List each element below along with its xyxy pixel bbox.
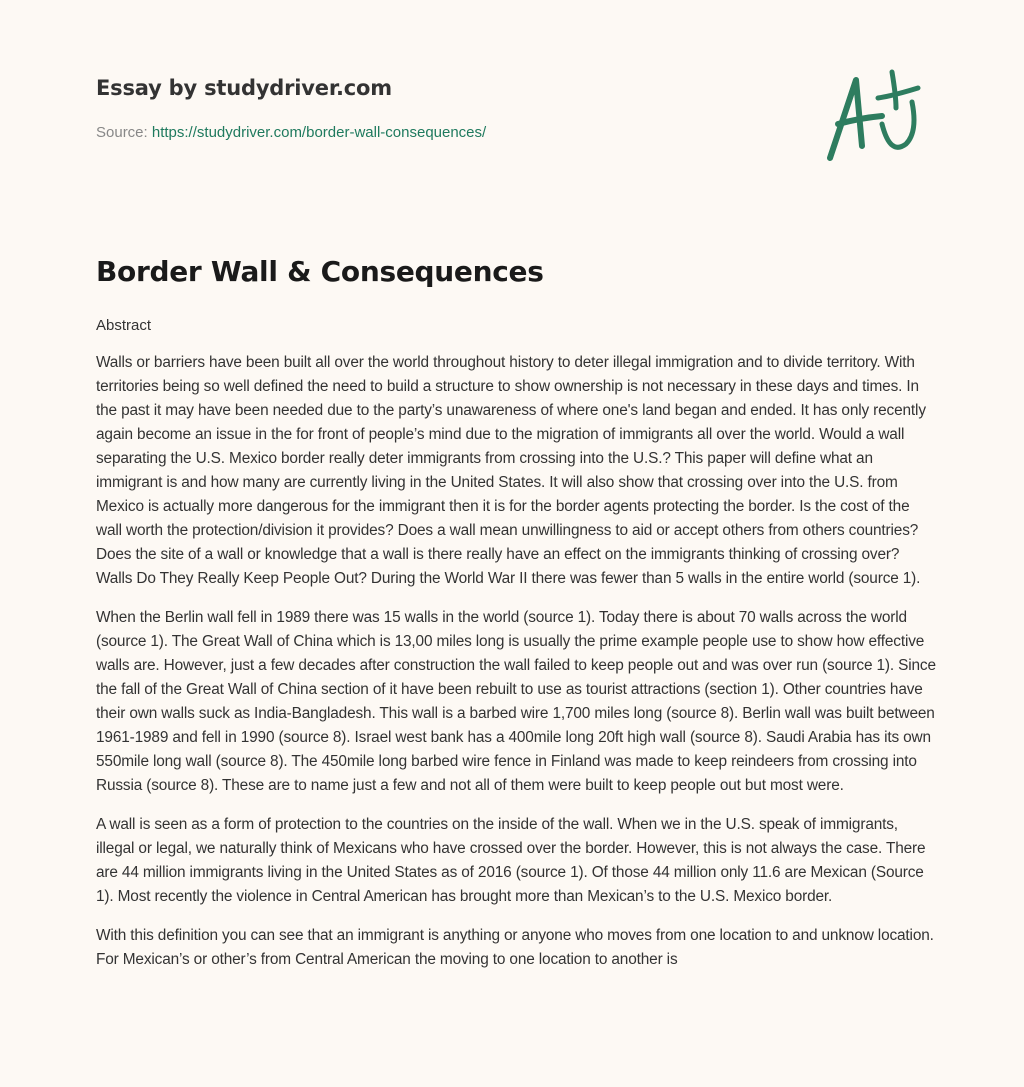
essay-title: Border Wall & Consequences [96, 255, 544, 288]
paragraph: Walls or barriers have been built all over the world throughout history to deter illegal immigration and to divide territory. With territories being so well defined the need to build a structure to show ownership is not necessary in these days and times. In the past it may have been needed due to the party’s unawareness of where one's land began and ended. It has only recently again become an issue in the for front of people’s mind due to the migration of immigrants all over the world. Would a wall separating the U.S. Mexico border really deter immigrants from crossing into the U.S.? This paper will define what an immigrant is and how many are currently living in the United States. It will also show that crossing over into the U.S. from Mexico is actually more dangerous for the immigrant then it is for the border agents protecting the border. Is the cost of the wall worth the protection/division it provides? Does a wall mean unwillingness to aid or accept others from others countries? Does the site of a wall or knowledge that a wall is there really have an effect on the immigrants thinking of crossing over? Walls Do They Really Keep People Out? During the World War II there was fewer than 5 walls in the entire world (source 1). [96, 354, 926, 587]
a-plus-grade-icon [820, 66, 930, 166]
abstract-heading: Abstract [96, 317, 152, 334]
source-line [96, 124, 486, 141]
source-label: Source: [96, 124, 148, 141]
paragraph: When the Berlin wall fell in 1989 there was 15 walls in the world (source 1). Today there is about 70 walls across the world (source 1). The Great Wall of China which is 13,00 miles long is usually the prime example people use to show how effective walls are. However, just a few decades after construction the wall failed to keep people out and was over run (source 1). Since the fall of the Great Wall of China section of it have been rebuilt to use as tourist attractions (section 1). Other countries have their own walls suck as India-Bangladesh. This wall is a barbed wire 1,700 miles long (source 8). Berlin wall was built between 1961-1989 and fell in 1990 (source 8). Israel west bank has a 400mile long 20ft high wall (source 8). Saudi Arabia has its own 550mile long wall (source 8). The 450mile long barbed wire fence in Finland was made to keep reindeers from crossing into Russia (source 8). These are to name just a few and not all of them were built to keep people out but most were. [96, 609, 936, 794]
paragraph: A wall is seen as a form of protection to the countries on the inside of the wall. When we in the U.S. speak of immigrants, illegal or legal, we naturally think of Mexicans who have crossed over the border. However, this is not always the case. There are 44 million immigrants living in the United States as of 2016 (source 1). Of those 44 million only 11.6 are Mexican (Source 1). Most recently the violence in Central American has brought more than Mexican’s to the U.S. Mexico border. [96, 816, 926, 905]
paragraph: With this definition you can see that an immigrant is anything or anyone who moves from one location to and unknow location. For Mexican’s or other’s from Central American the moving to one location to another is [96, 927, 934, 968]
essay-body [96, 351, 936, 987]
site-header-title: Essay by studydriver.com [96, 76, 392, 100]
source-link[interactable]: https://studydriver.com/border-wall-consequences/ [151, 124, 487, 141]
